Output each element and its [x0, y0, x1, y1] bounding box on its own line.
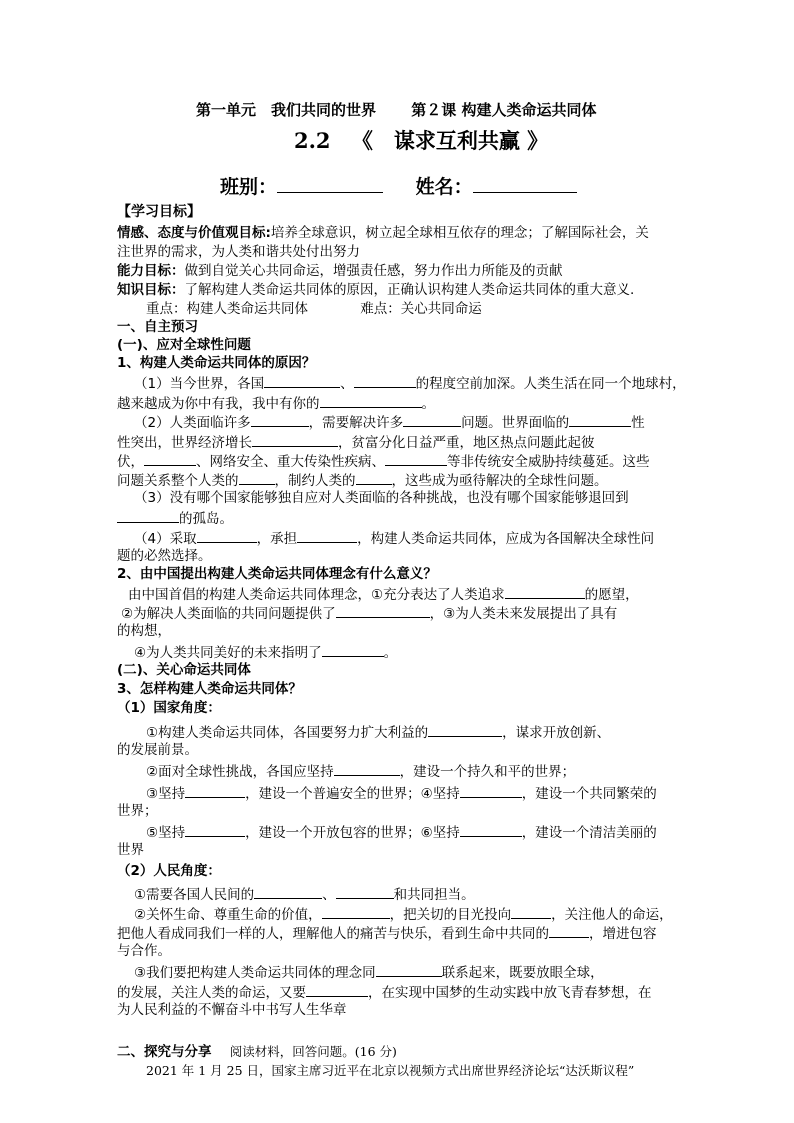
key-point: 重点：构建人类命运共同体	[146, 301, 308, 317]
fill-blank[interactable]	[354, 373, 416, 388]
fill-blank[interactable]	[376, 962, 442, 977]
key-difficult-points	[146, 300, 482, 319]
p1-line-2	[117, 393, 435, 414]
fill-blank[interactable]	[322, 642, 384, 657]
p1-text-e: 。	[421, 396, 435, 412]
p2-text-c: 问题。世界面临的	[461, 415, 570, 431]
fill-blank[interactable]	[264, 373, 340, 388]
m4-text-b: 。	[383, 645, 398, 661]
p1-text-b: 、	[340, 376, 354, 392]
r1-text-c: 和共同担当。	[393, 887, 475, 903]
name-blank[interactable]	[473, 178, 577, 193]
question-3: 3、怎样构建人类命运共同体？	[117, 681, 302, 697]
fill-blank[interactable]	[460, 822, 522, 837]
p2-line-4	[117, 470, 608, 491]
p2-text-i: 等非传统安全威胁持续蔓延。这些	[447, 454, 650, 470]
c1-text-a: ①构建人类命运共同体，各国要努力扩大利益的	[146, 725, 429, 741]
meaning-line-1	[128, 584, 639, 605]
c2-text-b: ，建设一个持久和平的世界；	[399, 764, 576, 780]
fill-blank[interactable]	[185, 783, 245, 798]
student-info-line	[220, 174, 577, 200]
p4-line-2: 题的必然选择。	[117, 548, 212, 564]
fill-blank[interactable]	[306, 982, 368, 997]
p2-text-j: 问题关系整个人类的	[117, 473, 239, 489]
difficult-point: 难点：关心共同命运	[360, 301, 482, 317]
fill-blank[interactable]	[403, 412, 461, 427]
p2-text-h: 、网络安全、重大传染性疾病、	[196, 454, 385, 470]
p3-line-2	[117, 508, 233, 529]
fill-blank[interactable]	[356, 470, 392, 485]
explore-heading-line	[117, 1042, 397, 1062]
c5-text-a: ⑤坚持	[146, 825, 186, 841]
r2-text-b: ，把关切的目光投向	[389, 907, 512, 923]
p2-text-f: ，贫富分化日益严重，地区热点问题此起彼	[338, 435, 595, 451]
fill-blank[interactable]	[239, 470, 275, 485]
meaning-line-2	[121, 603, 617, 624]
p1-line-1	[134, 373, 686, 394]
c5-text-b: ，建设一个开放包容的世界；⑥坚持	[245, 825, 460, 841]
question-1: 1、构建人类命运共同体的原因？	[117, 355, 316, 371]
people-line-1	[134, 884, 475, 905]
fill-blank[interactable]	[254, 884, 322, 899]
country-line-3	[146, 761, 575, 782]
objectives-heading: 【学习目标】	[117, 204, 201, 220]
meaning-line-4	[134, 642, 397, 663]
p2-text-l: ，这些成为亟待解决的全球性问题。	[391, 473, 608, 489]
ability-label: 能力目标：	[117, 263, 185, 279]
p2-line-3	[117, 451, 650, 472]
fill-blank[interactable]	[336, 603, 430, 618]
country-line-4	[146, 783, 657, 804]
preview-heading: 一、自主预习	[117, 319, 198, 335]
emotion-text-1: 培养全球意识，树立起全球相互依存的理念；了解国际社会，关	[270, 225, 649, 241]
class-blank[interactable]	[277, 178, 383, 193]
r3-text-a: ③我们要把构建人类命运共同体的理念同	[134, 965, 376, 981]
fill-blank[interactable]	[385, 451, 447, 466]
m1-text-a: 由中国首倡的构建人类命运共同体理念，①充分表达了人类追求	[128, 587, 505, 603]
p2-text-b: ，需要解决许多	[308, 415, 404, 431]
r2-text-e: ，增进包容	[589, 926, 657, 942]
r3-text-c: 的发展，关注人类的命运，又要	[117, 985, 306, 1001]
p4-line-1	[134, 528, 654, 549]
country-perspective-label: （1）国家角度：	[117, 700, 221, 716]
country-line-7: 世界	[117, 842, 144, 858]
fill-blank[interactable]	[505, 584, 585, 599]
knowledge-label: 知识目标：	[117, 282, 185, 298]
ability-text: 做到自觉关心共同命运，增强责任感，努力作出力所能及的贡献	[184, 263, 563, 279]
r1-text-a: ①需要各国人民间的	[134, 887, 255, 903]
fill-blank[interactable]	[428, 722, 502, 737]
p2-text-a: （2）人类面临许多	[134, 415, 251, 431]
fill-blank[interactable]	[197, 528, 257, 543]
fill-blank[interactable]	[322, 904, 390, 919]
p4-text-b: ，承担	[256, 531, 298, 547]
fill-blank[interactable]	[336, 884, 394, 899]
p2-line-1	[134, 412, 645, 433]
name-label: 姓名：	[415, 176, 473, 198]
fill-blank[interactable]	[334, 761, 400, 776]
c5-text-c: ，建设一个清洁美丽的	[521, 825, 657, 841]
p4-text-a: （4）采取	[134, 531, 197, 547]
p1-text-c: 的程度空前加深。人类生活在同一个地球村，	[415, 376, 686, 392]
preview-subheading-2: (二)、关心命运共同体	[117, 662, 251, 678]
people-line-5	[134, 962, 604, 983]
people-perspective-label: （2）人民角度：	[117, 863, 221, 879]
p3-line-1: （3）没有哪个国家能够独自应对人类面临的各种挑战，也没有哪个国家能够退回到	[134, 490, 629, 506]
m2-text-b: ，③为人类未来发展提出了具有	[429, 606, 618, 622]
p2-text-e: 性突出，世界经济增长	[117, 435, 252, 451]
p3-text-b: 的孤岛。	[179, 511, 233, 527]
explore-material: 2021 年 1 月 25 日，国家主席习近平在北京以视频方式出席世界经济论坛“达沃斯议程”	[146, 1063, 635, 1078]
c2-text-a: ②面对全球性挑战，各国应坚持	[146, 764, 334, 780]
people-line-2	[134, 904, 673, 925]
question-2: 2、由中国提出构建人类命运共同体理念有什么意义？	[117, 566, 437, 582]
fill-blank[interactable]	[549, 923, 589, 938]
country-line-5: 世界；	[117, 803, 158, 819]
people-line-7: 为人民利益的不懈奋斗中书写人生华章	[117, 1002, 347, 1018]
m4-text-a: ④为人类共同美好的未来指明了	[134, 645, 322, 661]
fill-blank[interactable]	[117, 508, 179, 523]
fill-blank[interactable]	[511, 904, 551, 919]
country-line-2: 的发展前景。	[117, 742, 198, 758]
c3-text-b: ，建设一个普遍安全的世界；④坚持	[245, 786, 460, 802]
lesson-title: 第２课 构建人类命运共同体	[411, 101, 597, 119]
p2-text-g: 伏，	[117, 454, 144, 470]
people-line-3	[117, 923, 657, 944]
country-line-6	[146, 822, 657, 843]
explore-heading: 二、探究与分享	[117, 1044, 212, 1060]
m2-text-a: ②为解决人类面临的共同问题提供了	[121, 606, 336, 622]
title-number: 2.2	[294, 128, 331, 153]
r2-text-a: ②关怀生命、尊重生命的价值，	[134, 907, 322, 923]
people-line-6	[117, 982, 652, 1003]
r2-text-c: ，关注他人的命运，	[551, 907, 673, 923]
emotion-objective-line-1	[117, 224, 649, 243]
p2-line-2	[117, 432, 595, 453]
fill-blank[interactable]	[185, 822, 245, 837]
fill-blank[interactable]	[144, 451, 196, 466]
p1-text-d: 越来越成为你中有我，我中有你的	[117, 396, 320, 412]
r2-text-d: 把他人看成同我们一样的人，理解他人的痛苦与快乐，看到生命中共同的	[117, 926, 549, 942]
knowledge-text: 了解构建人类命运共同体的原因，正确认识构建人类命运共同体的重大意义.	[184, 282, 635, 298]
unit-header	[196, 101, 596, 120]
p1-text-a: （1）当今世界，各国	[134, 376, 265, 392]
fill-blank[interactable]	[569, 412, 631, 427]
class-label: 班别：	[220, 176, 278, 198]
country-line-1	[146, 722, 610, 743]
c3-text-a: ③坚持	[146, 786, 186, 802]
explore-instruction: 阅读材料，回答问题。(16 分)	[229, 1044, 397, 1059]
p2-text-d: 性	[631, 415, 645, 431]
unit-title: 第一单元 我们共同的世界	[196, 101, 377, 119]
r1-text-b: 、	[322, 887, 336, 903]
emotion-objective-line-2: 注世界的需求，为人类和谐共处付出努力	[117, 244, 360, 260]
p4-text-c: ，构建人类命运共同体，应成为各国解决全球性问	[357, 531, 655, 547]
fill-blank[interactable]	[251, 412, 309, 427]
fill-blank[interactable]	[252, 432, 338, 447]
emotion-label: 情感、态度与价值观目标:	[117, 225, 271, 241]
meaning-line-3: 的构想，	[117, 623, 171, 639]
people-line-4: 与合作。	[117, 943, 171, 959]
m1-text-b: 的愿望，	[584, 587, 639, 603]
page-title	[294, 128, 548, 154]
r3-text-b: 联系起来，既要放眼全球，	[441, 965, 604, 981]
title-text: 《 谋求互利共赢 》	[351, 128, 549, 153]
p2-text-k: ，制约人类的	[274, 473, 356, 489]
r3-text-d: ，在实现中国梦的生动实践中放飞青春梦想，在	[368, 985, 652, 1001]
c1-text-b: ，谋求开放创新、	[502, 725, 611, 741]
fill-blank[interactable]	[297, 528, 357, 543]
fill-blank[interactable]	[320, 393, 422, 408]
preview-subheading-1: (一)、应对全球性问题	[117, 337, 251, 353]
fill-blank[interactable]	[460, 783, 522, 798]
ability-objective	[117, 262, 563, 281]
c3-text-c: ，建设一个共同繁荣的	[521, 786, 657, 802]
knowledge-objective	[117, 281, 634, 300]
